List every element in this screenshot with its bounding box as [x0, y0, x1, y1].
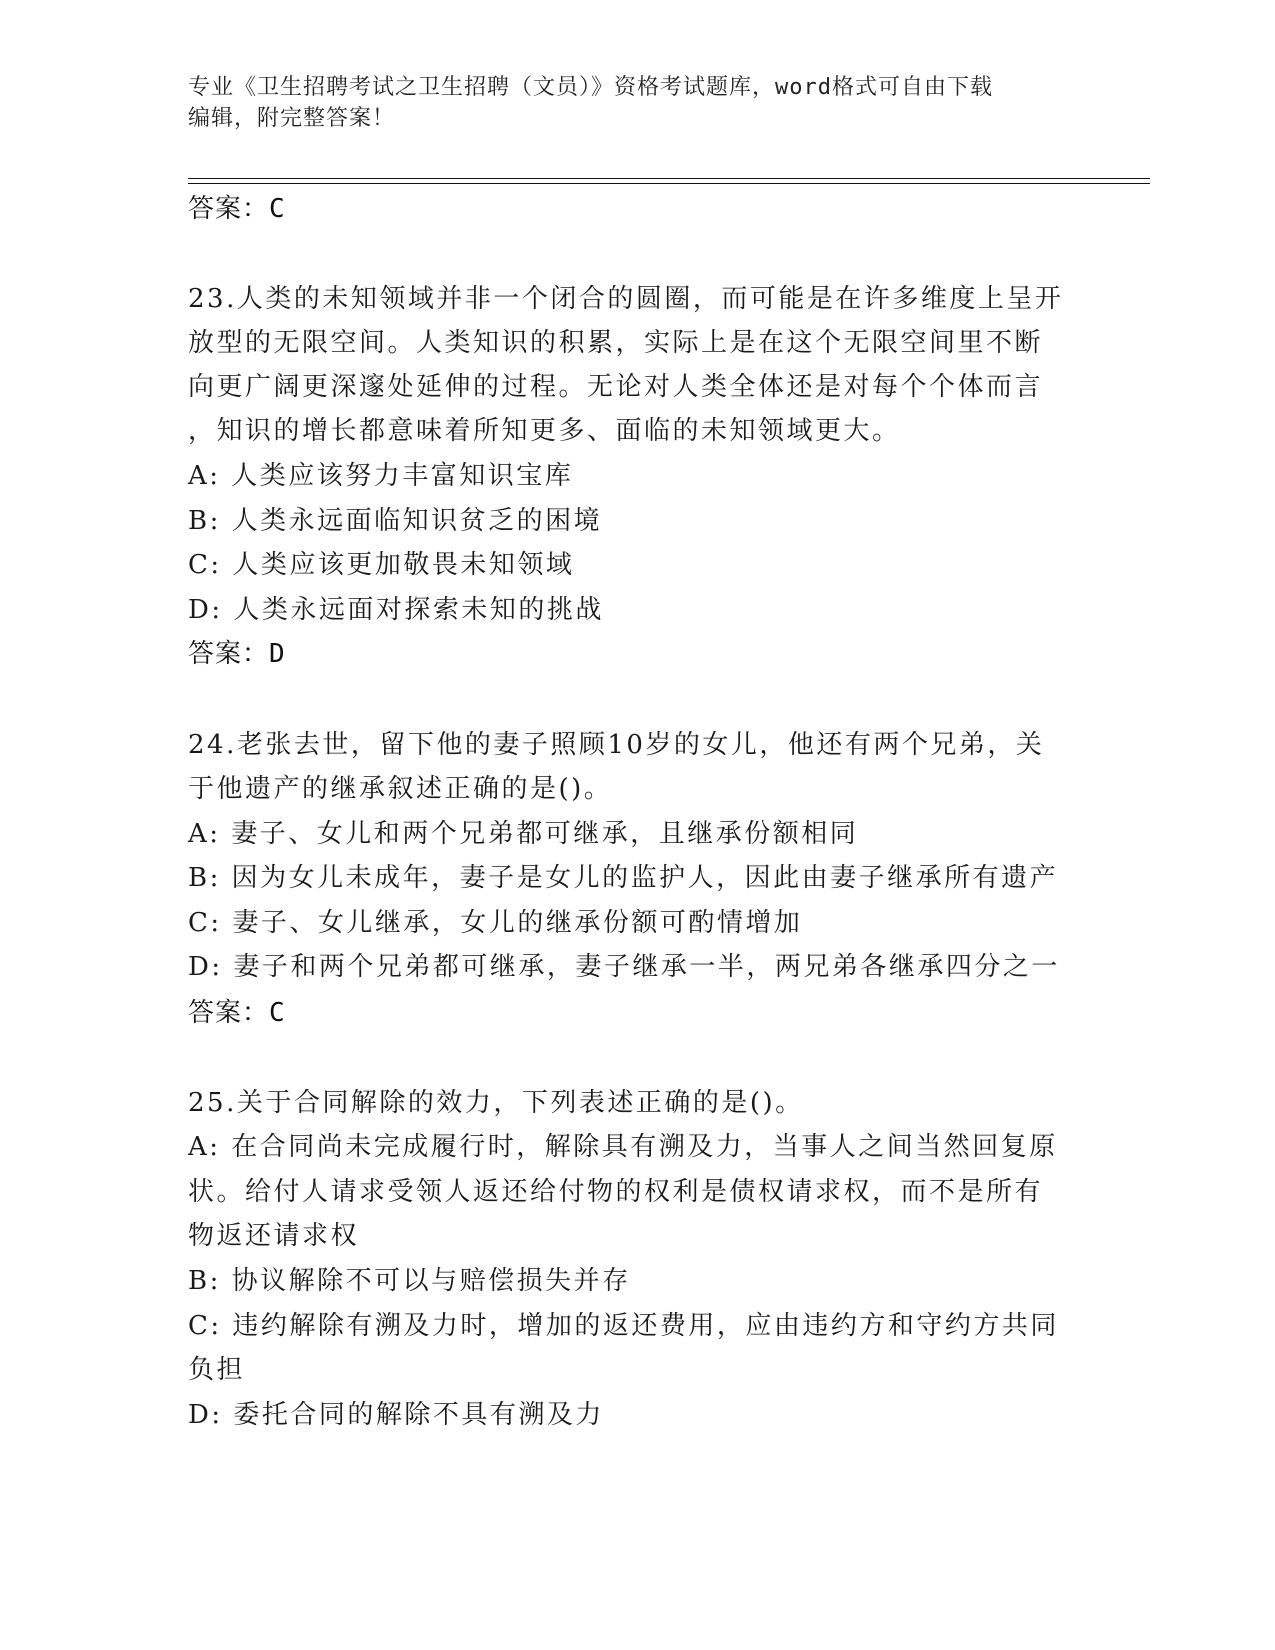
- header-line-2: 编辑，附完整答案！: [188, 106, 396, 131]
- q23-stem-line-4: ，知识的增长都意味着所知更多、面临的未知领域更大。: [188, 416, 901, 446]
- q25-stem-line-1: 25.关于合同解除的效力，下列表述正确的是()。: [188, 1088, 804, 1118]
- q23-stem-line-1: 23.人类的未知领域并非一个闭合的圆圈，而可能是在许多维度上呈开: [188, 284, 1064, 314]
- q23-option-c: C: 人类应该更加敬畏未知领域: [188, 550, 575, 580]
- q25-option-c-line-1: C: 违约解除有溯及力时，增加的返还费用，应由违约方和守约方共同: [188, 1311, 1059, 1341]
- q25-option-c-line-2: 负担: [188, 1355, 246, 1385]
- q24-option-c: C: 妻子、女儿继承，女儿的继承份额可酌情增加: [188, 908, 803, 938]
- q23-option-a: A: 人类应该努力丰富知识宝库: [188, 461, 574, 491]
- q25-option-a-line-1: A: 在合同尚未完成履行时，解除具有溯及力，当事人之间当然回复原: [188, 1132, 1058, 1162]
- header-divider-bottom: [188, 183, 1150, 184]
- header-divider-top: [188, 178, 1150, 179]
- q25-option-d: D: 委托合同的解除不具有溯及力: [188, 1400, 604, 1430]
- q24-stem-line-2: 于他遗产的继承叙述正确的是()。: [188, 774, 613, 804]
- q24-option-a: A: 妻子、女儿和两个兄弟都可继承，且继承份额相同: [188, 819, 859, 849]
- q24-stem-line-1: 24.老张去世，留下他的妻子照顾10岁的女儿，他还有两个兄弟，关: [188, 730, 1045, 760]
- q23-option-d: D: 人类永远面对探索未知的挑战: [188, 595, 604, 625]
- q24-answer: 答案：C: [188, 998, 286, 1028]
- q24-option-b: B: 因为女儿未成年，妻子是女儿的监护人，因此由妻子继承所有遗产: [188, 863, 1059, 893]
- document-header: [188, 72, 1068, 134]
- q25-option-b: B: 协议解除不可以与赔偿损失并存: [188, 1266, 631, 1296]
- answer-previous: 答案：C: [188, 194, 286, 224]
- q25-option-a-line-2: 状。给付人请求受领人返还给付物的权利是债权请求权，而不是所有: [188, 1177, 1044, 1207]
- q23-answer: 答案：D: [188, 639, 286, 669]
- q23-stem-line-3: 向更广阔更深邃处延伸的过程。无论对人类全体还是对每个个体而言: [188, 372, 1044, 402]
- header-line-1: 专业《卫生招聘考试之卫生招聘（文员）》资格考试题库，word格式可自由下载: [188, 75, 993, 100]
- q23-option-b: B: 人类永远面临知识贫乏的困境: [188, 506, 603, 536]
- q23-stem-line-2: 放型的无限空间。人类知识的积累，实际上是在这个无限空间里不断: [188, 328, 1044, 358]
- q24-option-d: D: 妻子和两个兄弟都可继承，妻子继承一半，两兄弟各继承四分之一: [188, 952, 1060, 982]
- q25-option-a-line-3: 物返还请求权: [188, 1221, 360, 1251]
